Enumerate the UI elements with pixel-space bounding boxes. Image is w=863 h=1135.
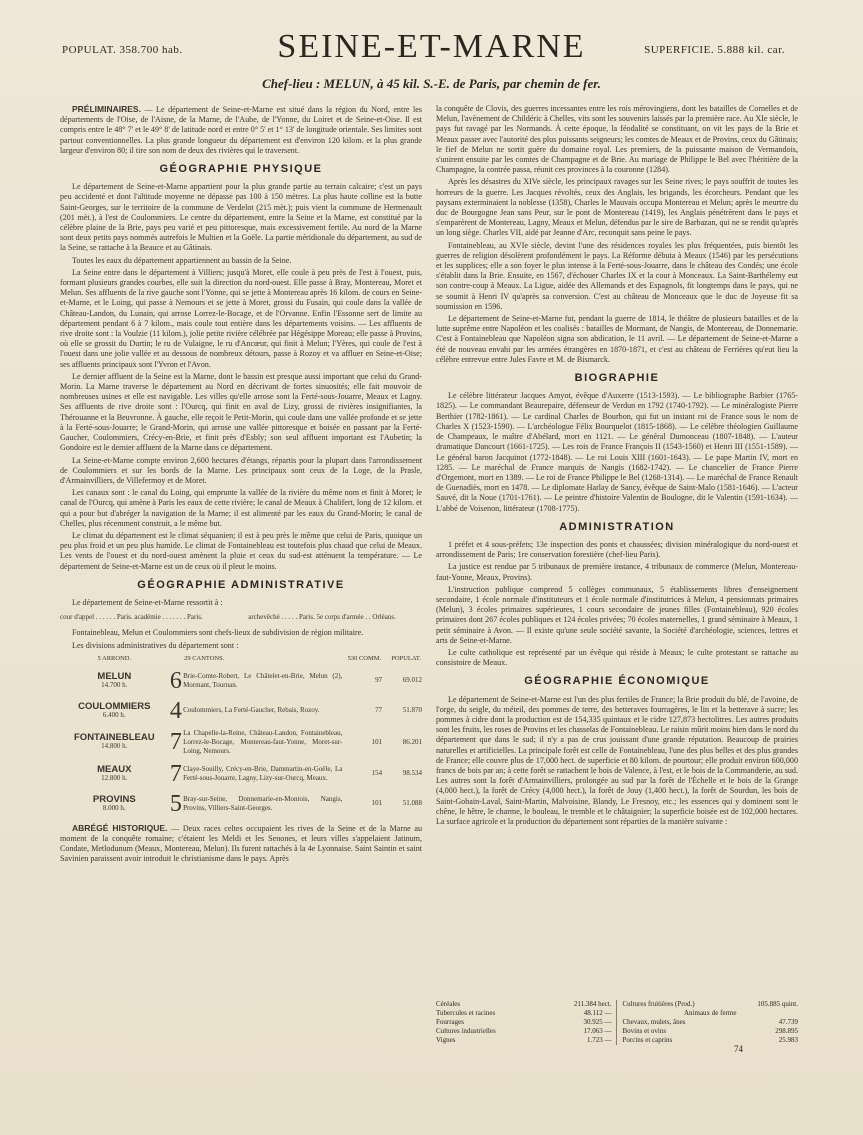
production-stats (436, 1000, 798, 1045)
paragraph: Fontainebleau, Melun et Coulommiers sont chefs-lieux de subdivision de région militaire. (72, 628, 364, 638)
canton-count: 5 (169, 790, 182, 817)
column-header: 530 COMM. (347, 654, 382, 662)
table-row (60, 666, 422, 696)
paragraph: Après les désastres du XIVe siècle, les principaux ravages sur les Seine rives; le pays souffrit de toutes les horreurs de la guerre. Les Jacques révoltés, ceux des Anglais, les brigands, les écorcheurs. Pendant que les paysans exterminaient la noblesse (1358), Charles le Mauvais occupa Montereau et Melun; après le meurtre du duc de Bourgogne Jean sans Peur, sur le pont de Montereau (1419), les Anglais pénétrèrent dans le pays et s'emparèrent de Montereau, Lagny, Meaux et Melun, défendus par le sire de Barbazan, qui ne se rendit qu'après un long siège. Charles VII, aidé par Jeanne d'Arc, reconquit sans peine le pays. (436, 177, 798, 238)
paragraph: Le département de Seine-et-Marne fut, pendant la guerre de 1814, le théâtre de plusieurs batailles et de la lutte suprême entre Napoléon et les coalisés : batailles de Mormant, de Nangis, de Montereau, de Donnemarie. C'est à Fontainebleau que Napoléon signa son abdication, le 11 avril. — Le département de Seine-et-Marne a été de nouveau envahi par les armées étrangères en 1870-1871, et c'est au château de Ferrières qu'eut lieu la célèbre entrevue entre Jules Favre et M. de Bismarck. (436, 314, 798, 364)
abrege-historique-paragraph: ABRÉGÉ HISTORIQUE. — Deux races celtes occupaient les rives de la Seine et de la Marne au moment de la conquête romaine; c'étaient les Meldi et les Senones, et leurs villes s'appelaient Jatinum, Condate, Metlodunum (Meaux, Montereau, Melun). Ils furent rattachés à la 4e Lyonnaise. Saint Saintin et saint Savinien paraissent avoir introduit le christianisme dans le pays. Après (60, 822, 423, 864)
arrondissements-table (60, 653, 422, 819)
arrondissement-cell: MEAUX 12.800 h. (97, 763, 132, 782)
jurisdiction-right: archevêché . . . . . Paris. 5e corps d'armée . . Orléans. (248, 613, 396, 622)
jurisdiction-left: cour d'appel . . . . . . Paris. académie . . . . . . . Paris. (60, 613, 203, 622)
paragraph: la conquête de Clovis, des guerres incessantes entre les rois mérovingiens, dont les batailles de Cornelles et de Melun, l'avènement de Childéric à Chelles, vits sont les souvenirs laissés par la première race. Au XIe siècle, le pays fut ravagé par les Normands. À cette époque, la féodalité se constituant, on vit les pays de la Brie et Meaux passer avec l'autorité des plus puissants seigneurs; les comtes de Meaux et de Provins, ceux du Gâtinais; le fief de Melun ne sortit guère du domaine royal. Les premiers, de la puissante maison de Vermandois, s'unirent ensuite par les comtes de Champagne et de Brie. Au mariage de Philippe le Bel avec l'héritière de la Champagne, la contrée passa, réunit ces provinces à la couronne (1284). (436, 104, 798, 175)
population-cell: 51.088 (402, 799, 422, 808)
paragraph: Le département de Seine-et-Marne appartient pour la plus grande partie au terrain calcaire; c'est un pays peu accidenté et dont l'altitude moyenne ne dépasse pas 100 à 150 mètres. La plus haute colline est la butte Saint-Georges, sur le territoire de la commune de Verdelot (215 mèt.); puis vient la commune de Hermenault (201 mèt.), à l'est de Coulommiers. Le centre du département, entre la Seine et la Marne, est constitué par la célèbre plaine de la Brie, pays peu varié et peu pittoresque, mais excessivement fertile. Au nord de la Marne sont deux petits pays nommés autrefois le Multien et la Goële. La partie méridionale du département, au sud de la Seine, se rattache à la Beauce et au Gâtinais. (60, 182, 422, 253)
column-spacer (169, 653, 183, 666)
paragraph: Le culte catholique est représenté par un évêque qui réside à Meaux; le culte protestant se rattache au consistoire de Meaux. (436, 647, 798, 668)
paragraph: 1 préfet et 4 sous-préfets; 13e inspection des ponts et chaussées; division minéralogique du nord-ouest et arrondissement de Paris; 1re conservation forestière (chef-lieu Paris). (436, 539, 798, 560)
communes-cell: 101 (371, 737, 383, 746)
paragraph: L'instruction publique comprend 5 collèges communaux, 5 établissements libres d'enseignement secondaire, 1 école normale d'instituteurs et 1 école normale d'institutrices à Melun, 4 pensionnats primaires (Melun), 3 écoles primaires supérieures, 1 cours secondaire de jeunes filles (Fontainebleau), 920 écoles primaires dont 267 écoles publiques et 124 écoles privées; 70 écoles maternelles, 1 grand séminaire à Meaux, 1 petit séminaire à Avon. — Il existe qu'une seule société savante, la Société d'archéologie, sciences, lettres et arts de Seine-et-Marne. (436, 584, 798, 645)
paragraph: Le département de Seine-et-Marne ressortit à : (72, 597, 223, 607)
arrondissement-cell: FONTAINEBLEAU 14.800 h. (74, 732, 155, 751)
communes-cell: 101 (371, 799, 383, 808)
page-number: 74 (734, 1044, 743, 1054)
cantons-cell: Bray-sur-Seine, Donnemarie-en-Montois, Nangis, Provins, Villiers-Saint-Georges. (183, 794, 343, 812)
paragraph: Les divisions administratives du département sont : (72, 640, 239, 650)
stats-row: Bovins et ovins 298.895 (622, 1027, 798, 1035)
section-geographie-economique: GÉOGRAPHIE ÉCONOMIQUE (524, 675, 710, 688)
communes-cell: 154 (371, 769, 383, 778)
left-column (60, 104, 422, 867)
paragraph: Le département de Seine-et-Marne est l'un des plus fertiles de France; la Brie produit du blé, de l'avoine, de l'orge, du seigle, du méteil, des pommes de terre, des betteraves fourragères, le lin et la betterave à sucre; les pommes à cidre dont la production est de 154,335 quintaux et le cidre 127,873 hectolitres. Les autres produits sont les fruits, les roses de Provins et les chasselas de Fontainebleau. Le raisin mûrit moins bien dans le nord du département que dans le sud; il n'y a pas de crus jouissant d'une grande réputation. Beaucoup de prairies naturelles et artificielles. La principale forêt est celle de Fontainebleau, l'une des plus belles et des plus grandes de France; elle couvre plus de 17,000 hect. de superficie et 80 kilom. de pourtour; elle produit environ 600,000 francs de bois par an; à cette forêt se rattachent le bois de Valence, à l'est, et le bois de la Commanderie, au sud. Les autres sont la forêt d'Armainvilliers, prolongée au sud par la forêt de l'Échelle et le bois de la Grange (4,000 hect.), la forêt de Crécy (4,000 hect.), la forêt de Jouy (1,400 hect.), la forêt de Sourdun, les bois de Saint-Gobain-Laval, Saint-Martin, Malvoisine, Blandy, Le Fresnoy, etc.; les essences qui y dominent sont le chêne, le hêtre, le charme, le bouleau, le tremble et le châtaignier; la superficie boisée est de 102,000 hectares. La surface agricole et la production du département sont réparties de la manière suivante : (436, 694, 798, 826)
paragraph: Toutes les eaux du département appartiennent au bassin de la Seine. (72, 255, 292, 265)
canton-count: 6 (169, 667, 182, 694)
cantons-cell: Brie-Comte-Robert, Le Châtelet-en-Brie, Melun (2), Mormant, Tournan. (183, 671, 343, 689)
cantons-cell: Coulommiers, La Ferté-Gaucher, Rebais, Rozoy. (183, 706, 320, 715)
column-header: 5 ARROND. (97, 654, 132, 662)
section-geographie-administrative: GÉOGRAPHIE ADMINISTRATIVE (137, 578, 345, 591)
paragraph: Les canaux sont : le canal du Loing, qui emprunte la vallée de la rivière du même nom et finit à Moret; le canal de l'Ourcq, qui amène à Paris les eaux de cette rivière; le canal de Meaux à Chalifert, long de 12 kilom. et qui a pour but d'abréger la navigation de la Marne; il est alimenté par les eaux du Grand-Morin; le canal de Chelles, plus récemment construit, a le même but. (60, 488, 422, 528)
paragraph: Fontainebleau, au XVIe siècle, devint l'une des résidences royales les plus fréquentées, puis bientôt les guerres de religion désolèrent profondément le pays. La Réforme débuta à Meaux (1546) par les persécutions et les supplices; elle a son foyer le plus intense à la Ferté-sous-Jouarre, dans le château des Condés; une école s'établit dans la Brie. Ensuite, en 1567, d'échouer Charles IX et la cour à Monceaux. La Saint-Barthélemy eut son contre-coup à Meaux. La Ligue, aidée des Allemands et des Espagnols, fit longtemps dans le pays, qui ne se soumit à Henri IV qu'après sa conversion. C'est au château de Monceaux que le duc de Joyeuse fit sa soumission en 1596. (436, 240, 798, 311)
stats-row: Chevaux, mulets, ânes 47.739 (622, 1018, 798, 1026)
paragraph: Le climat du département est le climat séquanien; il est à peu près le même que celui de Paris, quoique un peu plus froid et un peu plus humide. Le climat de Fontainebleau est toutefois plus chaud que celui de Meaux. Les vents de l'ouest et du nord-ouest amènent la pluie et ceux du sud-est atténuent la température. — Le département de Seine-et-Marne est un de ceux où il pleut le moins. (60, 530, 422, 571)
table-row (60, 696, 422, 726)
section-geographie-physique: GÉOGRAPHIE PHYSIQUE (159, 163, 323, 176)
preliminaires-heading: PRÉLIMINAIRES. (72, 104, 141, 114)
paragraph: Le dernier affluent de la Seine est la Marne, dont le bassin est presque aussi important que celui du Grand-Morin. La Marne traverse le département au Nord en décrivant de fortes sinuosités; elle fait mouvoir de nombreuses usines et elle est navigable. Les villes qu'elle arrose sont la Ferté-sous-Jouarre, Meaux et Lagny. Ses affluents de rive droite sont : l'Ourcq, qui finit en aval de Lizy, grossi de rivières insignifiantes, la Thérouanne et la Beuvronne. À gauche, elle reçoit le Petit-Morin, qui coule dans une vallée profonde et se jette à la Ferté-sous-Jouarre; le Grand-Morin, qui arrose une vallée pittoresque et boisée en passant par la Ferté-Gaucher, Coulommiers, Crécy-en-Brie, et finit près d'Esbly; son seul affluent important est l'Aubetin; la Gondoire est le dernier affluent de la Marne dans ce département. (60, 371, 422, 453)
table-row (60, 759, 422, 789)
table-row (60, 726, 422, 759)
surface-header: SUPERFICIE. 5.888 kil. car. (644, 44, 785, 56)
canton-count: 7 (169, 760, 182, 787)
column-header: POPULAT. (391, 654, 421, 662)
table-row (60, 789, 422, 819)
stats-row: Tubercules et racines 48.112 — (436, 1009, 612, 1017)
communes-cell: 77 (375, 706, 383, 715)
jurisdiction-list (60, 612, 422, 622)
population-cell: 69.012 (402, 676, 422, 685)
canton-count: 7 (169, 729, 182, 756)
population-cell: 51.870 (402, 706, 422, 715)
page-title: SEINE-ET-MARNE (277, 28, 586, 65)
communes-cell: 97 (375, 676, 383, 685)
stats-row: Animaux de ferme (684, 1009, 737, 1017)
population-cell: 98.534 (402, 769, 422, 778)
stats-row: Cultures fruitières (Prod.) 105.885 quint. (622, 1000, 798, 1008)
cantons-cell: Claye-Souilly, Crécy-en-Brie, Dammartin-en-Goële, La Ferté-sous-Jouarre, Lagny, Lizy-sur-Ourcq, Meaux. (183, 764, 343, 782)
right-column (436, 104, 798, 829)
canton-count: 4 (169, 697, 182, 724)
column-header: 29 CANTONS. (184, 654, 225, 662)
arrondissement-cell: COULOMMIERS 6.400 h. (78, 700, 151, 719)
paragraph: La Seine entre dans le département à Villiers; jusqu'à Moret, elle coule à peu près de l'est à l'ouest, puis, formant plusieurs grandes courbes, elle suit la direction du nord-ouest. Elle passe à Bray, Montereau, Moret et Melun. Ses affluents de la rive gauche sont l'Yonne, qui se jette à Montereau après 16 kilom. de cours en Seine-et-Marne, et le Loing, qui passe à Nemours et se jette à Moret, grossi du Fusain, qui coule dans la vallée de Château-Landon, du Lunain, qui arrose Lorrez-le-Bocage, et de l'Orvanne. Enfin l'Essonne sert de limite au département pendant 6 à 7 kilom., mais coule tout entière dans les départements voisins. — Les affluents de rive droite sont : la Voulzie (11 kilom.), jolie petite rivière célébrée par Hégésippe Moreau; elle passe à Provins, où elle se grossit du Durtin; le ru de Vulaigne, le ru d'Ancœur, qui finit à Melun; l'Yères, qui coule de l'est à l'ouest dans une jolie vallée et au dessous de nombreux détours, passe à Rozoy et va affluer en Seine-et-Oise; ses affluents principaux sont l'Yvron et l'Avon. (60, 267, 422, 369)
section-biographie: BIOGRAPHIE (574, 372, 660, 385)
section-administration: ADMINISTRATION (559, 520, 675, 533)
stats-row: Céréales 211.384 hect. (436, 1000, 612, 1008)
preliminaires-paragraph: PRÉLIMINAIRES. — Le département de Seine-et-Marne est situé dans la région du Nord, entre les départements de l'Oise, de l'Aisne, de la Marne, de l'Aube, de l'Yonne, du Loiret et de Seine-et-Oise. Il est compris entre le 48° 7' et le 49° 8' de latitude nord et entre 0° 5' et 1° 13' de longitude orientale. Ses limites sont partout conventionnelles. La plus grande longueur du département est d'environ 120 kilom. et la plus grande largeur d'environ 80; il tire son nom de deux des rivières qui le traversent. (60, 104, 422, 155)
stats-row: Porcins et caprins 25.983 (622, 1036, 798, 1044)
stats-row: Cultures industrielles 17.063 — (436, 1027, 612, 1035)
cantons-cell: La Chapelle-la-Reine, Château-Landon, Fontainebleau, Lorrez-le-Bocage, Montereau-faut-Yonne, Moret-sur-Loing, Nemours. (183, 728, 343, 755)
stats-row: Fourrages 30.925 — (436, 1018, 612, 1026)
abrege-heading: ABRÉGÉ HISTORIQUE. (72, 822, 168, 833)
population-cell: 86.201 (402, 737, 422, 746)
paragraph: La justice est rendue par 5 tribunaux de première instance, 4 tribunaux de commerce (Melun, Montereau-faut-Yonne, Meaux, Provins). (436, 562, 798, 582)
population-header: POPULAT. 358.700 hab. (62, 44, 183, 56)
table-header-row (60, 653, 422, 666)
paragraph: Le célèbre littérateur Jacques Amyot, évêque d'Auxerre (1513-1593). — Le bibliographe Barbier (1765-1825). — Le commandant Beaurepaire, défenseur de Verdun en 1792 (1740-1792). — Le minéralogiste Pierre Berthier (1782-1861). — Le cardinal Charles de Bourbon, qui fut un instant roi de France sous le nom de Charles X (1523-1590). — L'archéologue Félix Bourquelot (1815-1868). — Le célèbre théologien Guillaume de Champeaux, le maître d'Abélard, mort en 1121. — Le général Dumonceau (1807-1848). — L'auteur dramatique Dancourt (1661-1725). — Les rois de France François II (1543-1560) et Henri III (1551-1589). — Le général baron Jacquinot (1772-1848). — Le roi Louis XIII (1601-1643). — Le pape Martin IV, mort en 1285. — Le maréchal de France marquis de Nangis (1682-1742). — Le chancelier de France Pierre d'Orgemont, mort en 1389. — Le roi de France Philippe le Bel (1268-1314). — Le maréchal de France Renault de Guenadiès, mort en 1478. — Le diplomate Harlay de Sancy, évêque de Saint-Malo (1581-1646). — L'acteur Sauvé, dit la Noue (1701-1761). — Le peintre d'histoire Valentin de Boulogne, dit le Valentin (1591-1634). — L'abbé de Voisenon, littérateur (1708-1775). (436, 391, 798, 513)
paragraph: La Seine-et-Marne compte environ 2,600 hectares d'étangs, répartis pour la plupart dans l'arrondissement de Coulommiers et sur les bords de la Marne. Les principaux sont ceux de la Loge, de la Prasle, d'Armainvilliers, de Villefermoy et de Moret. (60, 455, 422, 485)
stats-right (617, 1000, 799, 1045)
arrondissement-cell: MELUN 14.700 h. (97, 670, 132, 689)
arrondissement-cell: PROVINS 8.000 h. (92, 793, 136, 812)
page-subtitle: Chef-lieu : MELUN, à 45 kil. S.-E. de Paris, par chemin de fer. (262, 76, 601, 91)
stats-left (436, 1000, 617, 1045)
stats-row: Vignes 1.723 — (436, 1036, 612, 1044)
